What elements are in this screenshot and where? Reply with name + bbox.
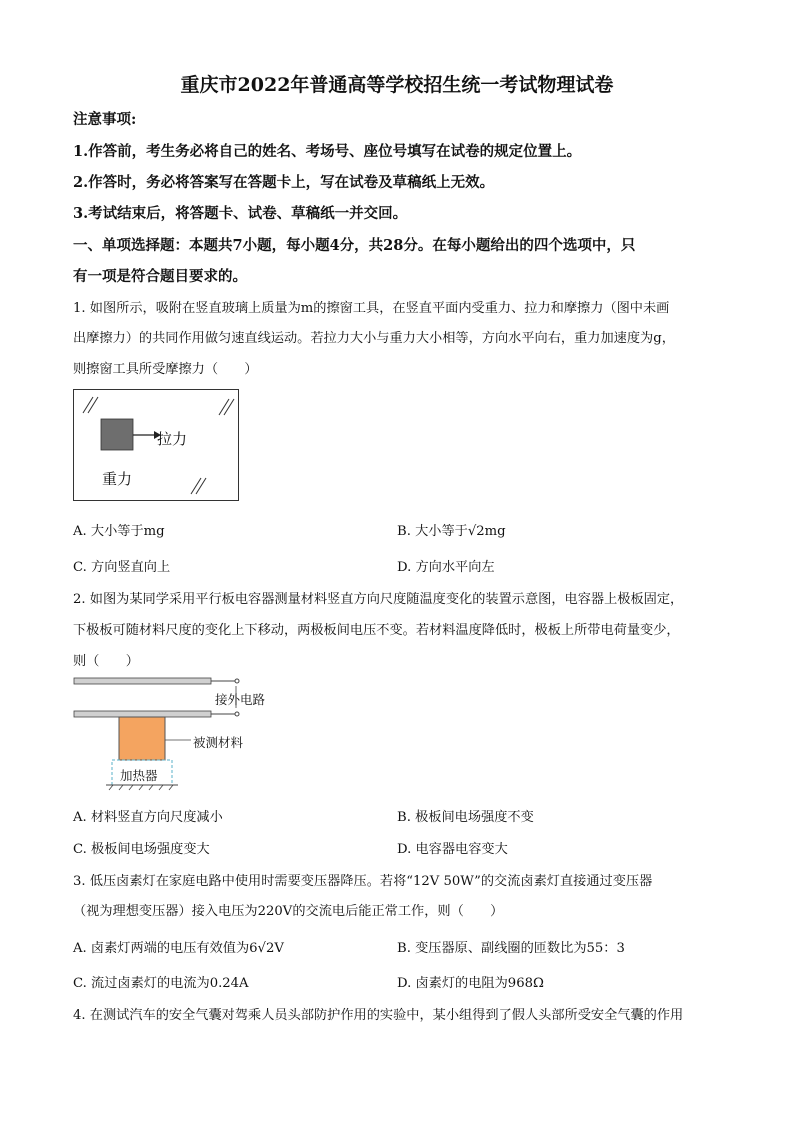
gravity-label: 重力 bbox=[102, 470, 133, 488]
q2-option-d[interactable]: D. 电容器电容变大 bbox=[397, 842, 508, 857]
q1-option-a[interactable]: A. 大小等于mg bbox=[73, 524, 165, 539]
lower-plate bbox=[74, 711, 211, 717]
section1-line2: 有一项是符合题目要求的。 bbox=[73, 268, 247, 285]
q1-line1: 1. 如图所示，吸附在竖直玻璃上质量为m的擦窗工具，在竖直平面内受重力、拉力和摩擦力（图中未画 bbox=[73, 301, 670, 316]
q2-option-b[interactable]: B. 极板间电场强度不变 bbox=[397, 810, 534, 825]
section1-line1: 一、单项选择题：本题共7小题，每小题4分，共28分。在每小题给出的四个选项中，只 bbox=[73, 237, 636, 254]
q3-option-c[interactable]: C. 流过卤素灯的电流为0.24A bbox=[73, 976, 249, 991]
q3-line1: 3. 低压卤素灯在家庭电路中使用时需要变压器降压。若将“12V 50W”的交流卤素灯直接通过变压器 bbox=[73, 874, 653, 889]
page-title: 重庆市2022年普通高等学校招生统一考试物理试卷 bbox=[180, 74, 614, 96]
lower-terminal bbox=[235, 712, 239, 716]
external-circuit-label: 接外电路 bbox=[215, 692, 266, 707]
notice-item-3: 3.考试结束后，将答题卡、试卷、草稿纸一并交回。 bbox=[73, 205, 408, 222]
q1-option-d[interactable]: D. 方向水平向左 bbox=[397, 560, 495, 575]
pull-force-label: 拉力 bbox=[157, 430, 188, 448]
q3-option-a[interactable]: A. 卤素灯两端的电压有效值为6√2V bbox=[73, 941, 284, 956]
window-glass-figure bbox=[73, 389, 239, 501]
q3-option-d[interactable]: D. 卤素灯的电阻为968Ω bbox=[397, 976, 544, 991]
q4-line1: 4. 在测试汽车的安全气囊对驾乘人员头部防护作用的实验中，某小组得到了假人头部所受安全气囊的作用 bbox=[73, 1008, 684, 1023]
notice-heading: 注意事项: bbox=[73, 111, 137, 128]
glass-reflection-marks bbox=[74, 390, 238, 500]
material-label: 被测材料 bbox=[193, 735, 244, 750]
q2-option-c[interactable]: C. 极板间电场强度变大 bbox=[73, 842, 210, 857]
q2-line2: 下极板可随材料尺度的变化上下移动，两极板间电压不变。若材料温度降低时，极板上所带电荷量变少， bbox=[73, 623, 680, 638]
q3-option-b[interactable]: B. 变压器原、副线圈的匝数比为55：3 bbox=[397, 941, 625, 956]
measured-material bbox=[119, 717, 165, 760]
q1-option-c[interactable]: C. 方向竖直向上 bbox=[73, 560, 171, 575]
cleaning-tool-block bbox=[101, 419, 133, 450]
q2-line3: 则（ ） bbox=[73, 654, 139, 669]
heater-label: 加热器 bbox=[120, 768, 158, 783]
q1-option-b[interactable]: B. 大小等于√2mg bbox=[397, 524, 506, 539]
upper-terminal bbox=[235, 679, 239, 683]
notice-item-2: 2.作答时，务必将答案写在答题卡上，写在试卷及草稿纸上无效。 bbox=[73, 174, 495, 191]
notice-item-1: 1.作答前，考生务必将自己的姓名、考场号、座位号填写在试卷的规定位置上。 bbox=[73, 143, 582, 160]
q2-option-a[interactable]: A. 材料竖直方向尺度减小 bbox=[73, 810, 223, 825]
upper-plate bbox=[74, 678, 211, 684]
q2-line1: 2. 如图为某同学采用平行板电容器测量材料竖直方向尺度随温度变化的装置示意图，电容器上极板固定， bbox=[73, 592, 684, 607]
q1-line2: 出摩擦力）的共同作用做匀速直线运动。若拉力大小与重力大小相等，方向水平向右，重力加速度为g， bbox=[73, 331, 675, 346]
q1-line3: 则擦窗工具所受摩擦力（ ） bbox=[73, 362, 258, 377]
q3-line2: （视为理想变压器）接入电压为220V的交流电后能正常工作，则（ ） bbox=[73, 904, 504, 919]
